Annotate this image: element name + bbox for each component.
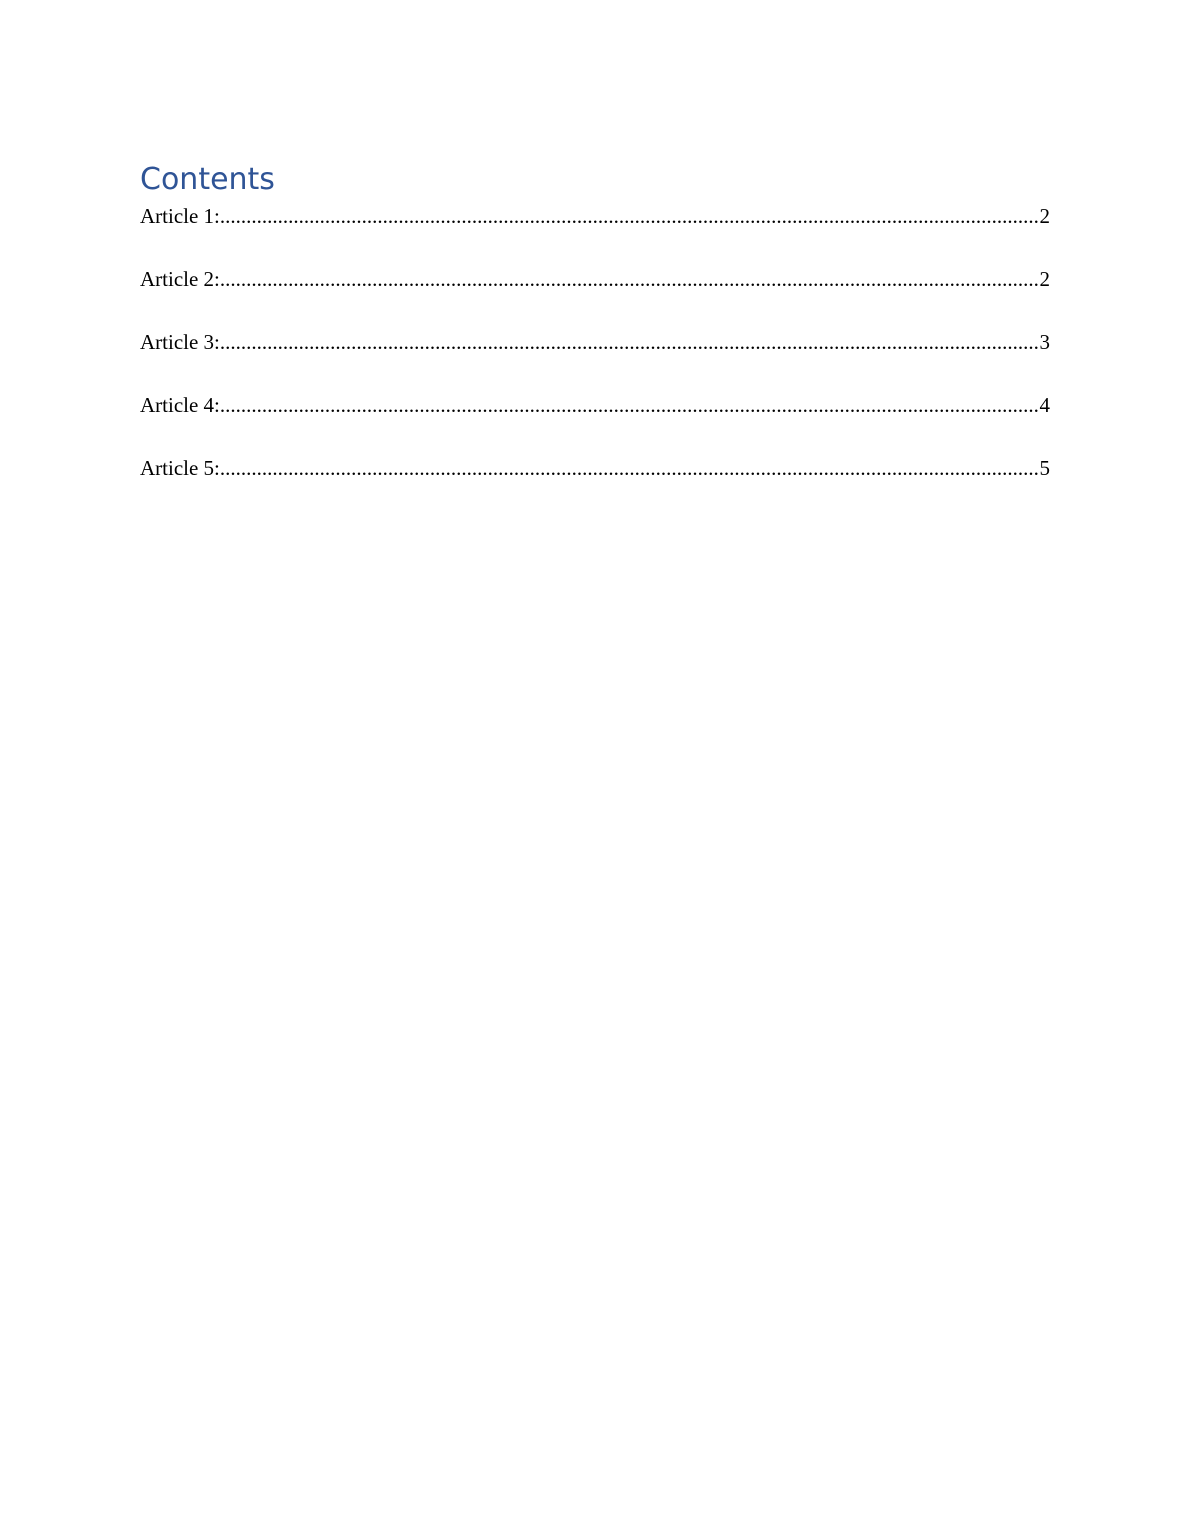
toc-list (140, 200, 1050, 515)
toc-entry-article-3[interactable] (140, 326, 1050, 389)
toc-dot-leader (220, 263, 1040, 295)
toc-dot-leader (220, 200, 1040, 232)
toc-dot-leader (220, 452, 1040, 484)
toc-entry-article-1[interactable] (140, 200, 1050, 263)
toc-heading: Contents (140, 162, 275, 197)
toc-entry-article-4[interactable] (140, 389, 1050, 452)
toc-entry-article-5[interactable] (140, 452, 1050, 515)
toc-entry-page-number: 2 (1040, 263, 1051, 295)
toc-entry-page-number: 5 (1040, 452, 1051, 484)
toc-entry-article-2[interactable] (140, 263, 1050, 326)
toc-entry-page-number: 3 (1040, 326, 1051, 358)
toc-entry-label: Article 3: (140, 330, 220, 354)
toc-entry-page-number: 4 (1040, 389, 1051, 421)
toc-entry-label: Article 4: (140, 393, 220, 417)
toc-dot-leader (220, 326, 1040, 358)
toc-entry-label: Article 1: (140, 204, 220, 228)
toc-entry-page-number: 2 (1040, 200, 1051, 232)
toc-entry-label: Article 5: (140, 456, 220, 480)
toc-entry-label: Article 2: (140, 267, 220, 291)
table-of-contents (140, 160, 1050, 515)
toc-dot-leader (220, 389, 1040, 421)
